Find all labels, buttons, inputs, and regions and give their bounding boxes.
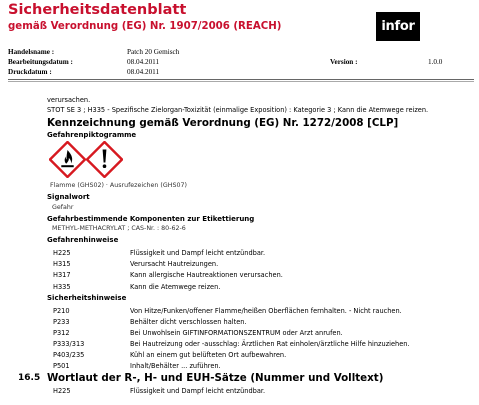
p-text: Bei Unwohlsein GIFTINFORMATIONSZENTRUM oder Arzt anrufen. [130, 329, 343, 337]
h-code: H317 [53, 271, 71, 279]
druckdatum-label: Druckdatum : [8, 68, 52, 76]
piktogramme-label: Gefahrenpiktogramme [47, 131, 137, 139]
kennzeichnung-heading: Kennzeichnung gemäß Verordnung (EG) Nr. 1272/2008 [CLP] [47, 117, 399, 129]
p-text: Kühl an einem gut belüfteten Ort aufbewahren. [130, 351, 287, 359]
p-code: P312 [53, 329, 70, 337]
header-divider [8, 79, 474, 80]
company-logo: infor [376, 12, 420, 41]
h-text: Verursacht Hautreizungen. [130, 260, 219, 268]
stot-classification: STOT SE 3 ; H335 - Spezifische Zielorgan-Toxizität (einmalige Exposition) : Kategorie 3 ; Kann die Atemwege reizen. [47, 106, 429, 114]
druckdatum-value: 08.04.2011 [127, 68, 160, 76]
handelsname-value: Patch 20 Gemisch [127, 48, 180, 56]
p-code: P501 [53, 362, 70, 370]
h-text: Kann allergische Hautreaktionen verursachen. [130, 271, 283, 279]
p-code: P233 [53, 318, 70, 326]
p-text: Bei Hautreizung oder -ausschlag: Ärztlichen Rat einholen/ärztliche Hilfe hinzuziehen. [130, 340, 410, 348]
header-divider-secondary [8, 81, 474, 82]
h-code: H315 [53, 260, 71, 268]
komponenten-label: Gefahrbestimmende Komponenten zur Etikettierung [47, 215, 255, 223]
signalwort-label: Signalwort [47, 193, 90, 201]
p-code: P403/235 [53, 351, 85, 359]
ghs-pictograms [49, 141, 123, 178]
piktogramme-caption: Flamme (GHS02) · Ausrufezeichen (GHS07) [50, 182, 187, 189]
p-text: Von Hitze/Funken/offener Flamme/heißen Oberflächen fernhalten. - Nicht rauchen. [130, 307, 402, 315]
h-text: Kann die Atemwege reizen. [130, 283, 221, 291]
section-number: 16.5 [18, 373, 41, 383]
p-text: Inhalt/Behälter ... zuführen. [130, 362, 221, 370]
ghs07-exclamation-icon [87, 142, 122, 177]
continued-text: verursachen. [47, 96, 91, 104]
p-code: P210 [53, 307, 70, 315]
handelsname-label: Handelsname : [8, 48, 55, 56]
document-subtitle: gemäß Verordnung (EG) Nr. 1907/2006 (REACH) [8, 21, 282, 32]
bearbeitungsdatum-value: 08.04.2011 [127, 58, 160, 66]
section-h-code: H225 [53, 387, 71, 395]
version-value: 1.0.0 [428, 58, 443, 66]
section-h-text: Flüssigkeit und Dampf leicht entzündbar. [130, 387, 266, 395]
h-text: Flüssigkeit und Dampf leicht entzündbar. [130, 249, 266, 257]
bearbeitungsdatum-label: Bearbeitungsdatum : [8, 58, 73, 66]
signalwort-value: Gefahr [52, 204, 74, 211]
sicherheitshinweise-label: Sicherheitshinweise [47, 294, 127, 302]
version-label: Version : [330, 58, 358, 66]
section-heading: Wortlaut der R-, H- und EUH-Sätze (Nummer und Volltext) [47, 372, 384, 384]
komponenten-value: METHYL-METHACRYLAT ; CAS-Nr. : 80-62-6 [52, 225, 186, 232]
document-title: Sicherheitsdatenblatt [8, 2, 187, 18]
h-code: H335 [53, 283, 71, 291]
ghs02-flame-icon [50, 142, 85, 177]
h-code: H225 [53, 249, 71, 257]
gefahrenhinweise-label: Gefahrenhinweise [47, 236, 119, 244]
p-code: P333/313 [53, 340, 85, 348]
p-text: Behälter dicht verschlossen halten. [130, 318, 247, 326]
